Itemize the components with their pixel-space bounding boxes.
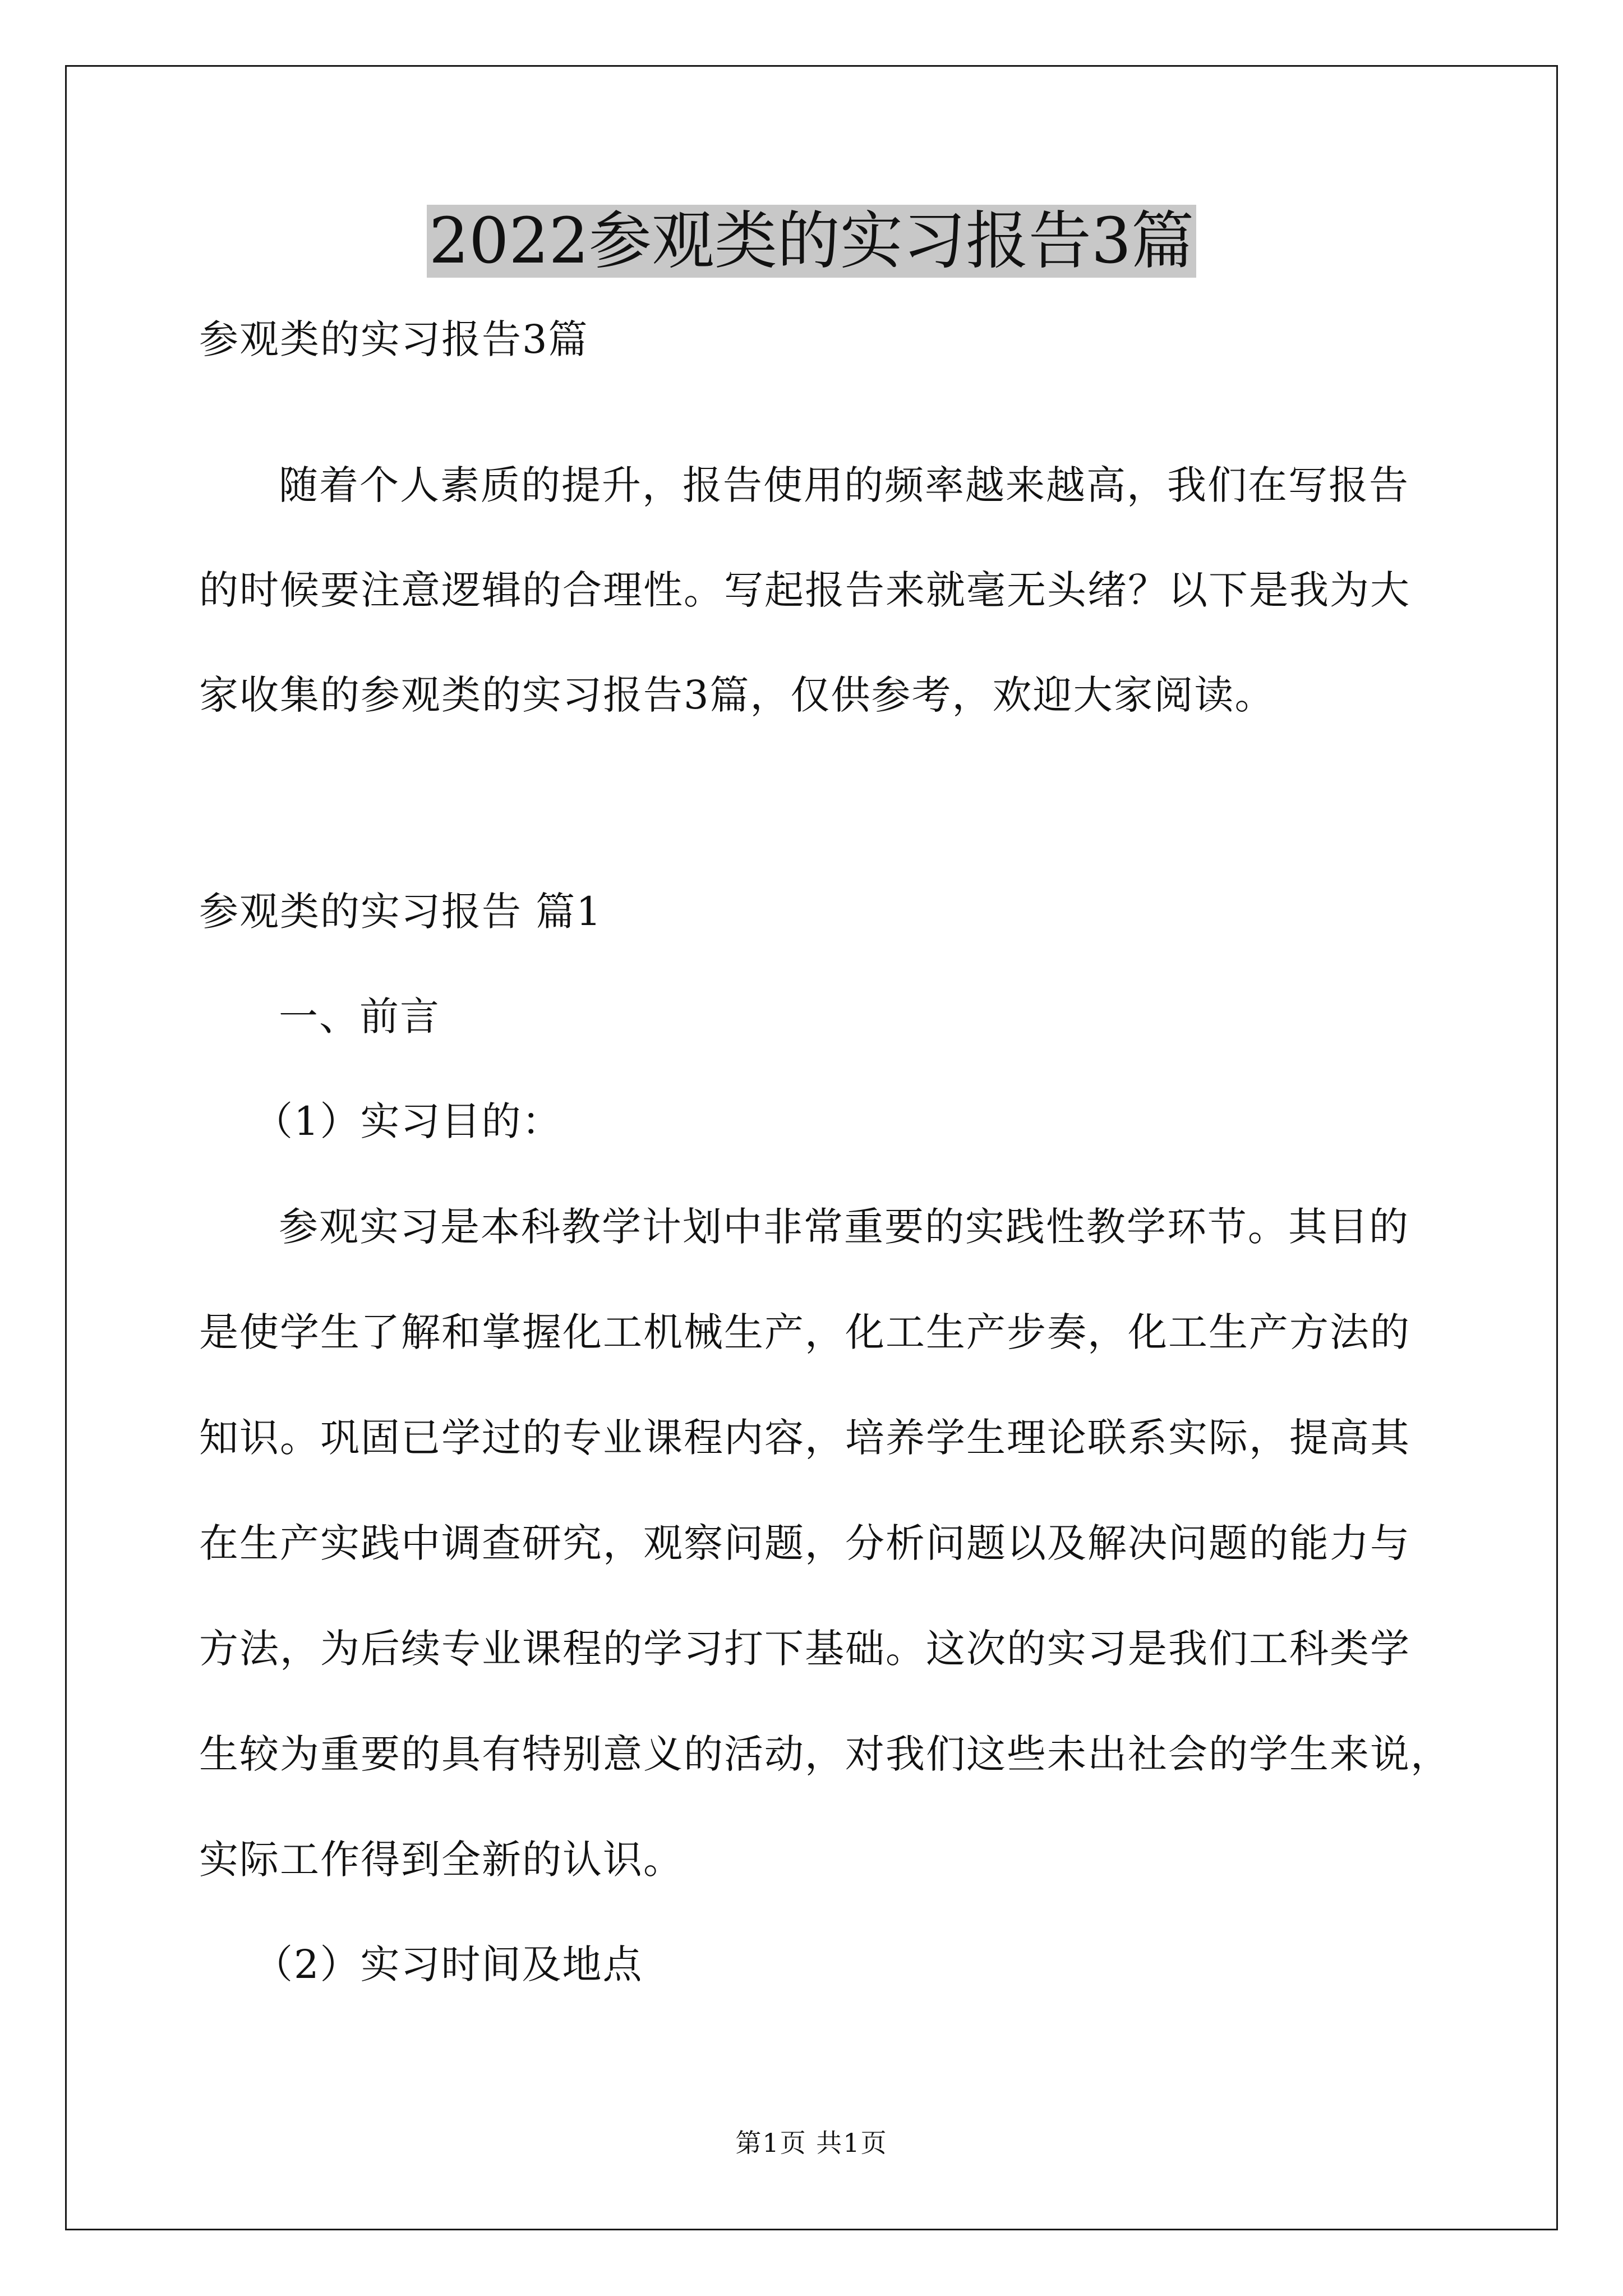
subheading-purpose: （1）实习目的：: [253, 1098, 562, 1144]
document-title-text: 2022参观类的实习报告3篇: [427, 205, 1196, 278]
intro-paragraph-line-2: 的时候要注意逻辑的合理性。写起报告来就毫无头绪？以下是我为大: [199, 567, 1410, 613]
body-paragraph-line-4: 在生产实践中调查研究，观察问题，分析问题以及解决问题的能力与: [199, 1520, 1410, 1566]
subheading-time-place: （2）实习时间及地点: [253, 1941, 643, 1987]
page-footer: 第1页 共1页: [735, 2128, 888, 2158]
body-paragraph-line-7: 实际工作得到全新的认识。: [199, 1837, 684, 1883]
document-title: [0, 202, 1623, 280]
body-paragraph-line-6: 生较为重要的具有特别意义的活动，对我们这些未出社会的学生来说，: [199, 1731, 1451, 1777]
body-paragraph-line-3: 知识。巩固已学过的专业课程内容，培养学生理论联系实际，提高其: [199, 1415, 1410, 1461]
body-paragraph-line-5: 方法，为后续专业课程的学习打下基础。这次的实习是我们工科类学: [199, 1626, 1410, 1672]
section-heading-preface: 一、前言: [279, 993, 440, 1039]
body-paragraph-line-2: 是使学生了解和掌握化工机械生产，化工生产步奏，化工生产方法的: [199, 1309, 1410, 1355]
intro-paragraph-line-1: 随着个人素质的提升，报告使用的频率越来越高，我们在写报告: [279, 462, 1409, 508]
page-border: [65, 65, 1558, 2230]
section-heading-part-1: 参观类的实习报告 篇1: [199, 889, 602, 935]
intro-paragraph-line-3: 家收集的参观类的实习报告3篇，仅供参考，欢迎大家阅读。: [199, 672, 1275, 718]
body-paragraph-line-1: 参观实习是本科教学计划中非常重要的实践性教学环节。其目的: [279, 1204, 1409, 1250]
subtitle-line: 参观类的实习报告3篇: [199, 316, 589, 362]
